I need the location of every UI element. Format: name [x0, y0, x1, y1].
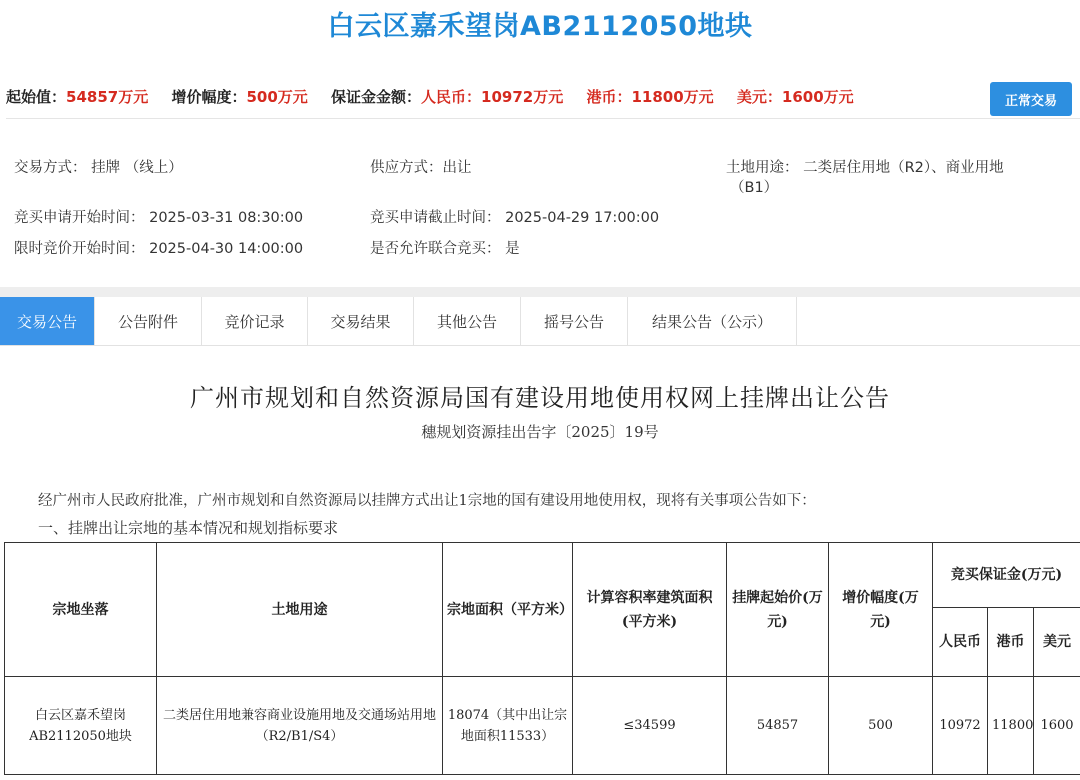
header-usd: 美元: [1034, 608, 1080, 677]
start-price-label: 起始值：: [6, 88, 67, 106]
header-far-area: 计算容积率建筑面积(平方米): [573, 543, 727, 677]
land-info-table: [4, 542, 1080, 775]
tab-bar: [0, 297, 1080, 346]
header-hkd: 港币: [988, 608, 1034, 677]
table-row: [5, 677, 1080, 775]
intro-paragraph: 经广州市人民政府批准，广州市规划和自然资源局以挂牌方式出让1宗地的国有建设用地使用权，现将有关事项公告如下：: [38, 493, 816, 509]
apply-end-time: 竞买申请截止时间： 2025-04-29 17:00:00: [370, 210, 660, 226]
usd-value: 1600万元: [781, 88, 854, 106]
divider: [6, 118, 1080, 119]
deposit-label: 保证金金额：: [331, 88, 422, 106]
joint-bid-allowed: 是否允许联合竞买： 是: [370, 241, 520, 257]
document-title: 广州市规划和自然资源局国有建设用地使用权网上挂牌出让公告: [190, 384, 890, 412]
cell-increment: 500: [829, 677, 933, 775]
section-divider: [0, 287, 1080, 297]
cell-area: 18074（其中出让宗地面积11533）: [443, 677, 573, 775]
tab-lottery-announcement[interactable]: 摇号公告: [521, 297, 628, 345]
cell-land-use: 二类居住用地兼容商业设施用地及交通场站用地（R2/B1/S4）: [157, 677, 443, 775]
tab-result-announcement[interactable]: 结果公告（公示）: [628, 297, 797, 345]
tab-trade-result[interactable]: 交易结果: [308, 297, 414, 345]
cell-far-area: ≤34599: [573, 677, 727, 775]
hkd-label: 港币：: [586, 88, 632, 106]
start-price-value: 54857万元: [66, 88, 149, 106]
trade-mode: 交易方式： 挂牌 （线上）: [14, 160, 183, 176]
increment-value: 500万元: [246, 88, 308, 106]
land-use-line2: （B1）: [730, 180, 779, 196]
section-heading: 一、挂牌出让宗地的基本情况和规划指标要求: [38, 519, 339, 537]
cell-start-price: 54857: [727, 677, 829, 775]
cell-usd: 1600: [1034, 677, 1080, 775]
bid-start-time: 限时竞价开始时间： 2025-04-30 14:00:00: [14, 241, 304, 257]
cell-location: 白云区嘉禾望岗AB2112050地块: [5, 677, 157, 775]
increment-label: 增价幅度：: [171, 88, 247, 106]
page-title: 白云区嘉禾望岗AB2112050地块: [327, 11, 753, 42]
cell-rmb: 10972: [933, 677, 988, 775]
rmb-value: 10972万元: [481, 88, 564, 106]
tab-trade-announcement[interactable]: 交易公告: [0, 297, 95, 345]
supply-mode: 供应方式：出让: [370, 160, 472, 176]
tab-other-announcements[interactable]: 其他公告: [414, 297, 521, 345]
tab-bid-records[interactable]: 竞价记录: [202, 297, 308, 345]
header-rmb: 人民币: [933, 608, 988, 677]
header-increment: 增价幅度(万元): [829, 543, 933, 677]
apply-start-time: 竞买申请开始时间： 2025-03-31 08:30:00: [14, 210, 304, 226]
price-summary-bar: [6, 86, 872, 108]
header-land-use: 土地用途: [157, 543, 443, 677]
trade-status-button[interactable]: 正常交易: [990, 82, 1072, 116]
cell-hkd: 11800: [988, 677, 1034, 775]
header-location: 宗地坐落: [5, 543, 157, 677]
usd-label: 美元：: [736, 88, 782, 106]
header-area: 宗地面积（平方米）: [443, 543, 573, 677]
header-deposit: 竞买保证金(万元): [933, 543, 1080, 608]
land-use-line1: 土地用途： 二类居住用地（R2）、商业用地: [726, 160, 1004, 176]
tab-attachments[interactable]: 公告附件: [95, 297, 202, 345]
header-start-price: 挂牌起始价(万元): [727, 543, 829, 677]
rmb-label: 人民币：: [421, 88, 482, 106]
hkd-value: 11800万元: [631, 88, 714, 106]
document-number: 穗规划资源挂出告字〔2025〕19号: [421, 423, 659, 441]
